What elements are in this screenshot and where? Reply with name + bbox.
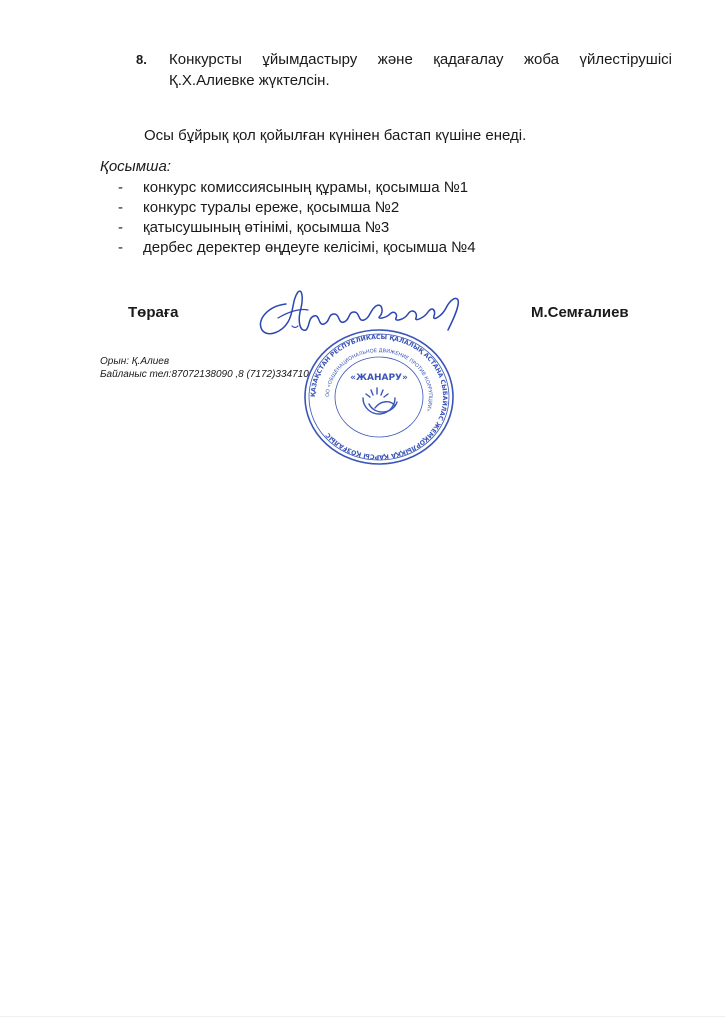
- item-text-line-2: Қ.Х.Алиевке жүктелсін.: [169, 72, 330, 89]
- executor-phone: Байланыс тел:87072138090 ,8 (7172)334710: [100, 369, 309, 380]
- order-item-8: [136, 49, 672, 91]
- annex-item: [118, 238, 476, 258]
- item-number: 8.: [136, 52, 147, 67]
- executor-info: [100, 355, 309, 381]
- item-text: [169, 49, 672, 91]
- annex-list: [118, 178, 476, 258]
- stamp-emblem-icon: [363, 388, 397, 414]
- organization-stamp-seal: [303, 328, 455, 466]
- list-dash: -: [118, 239, 123, 256]
- annex-item-text: конкурс комиссиясының құрамы, қосымша №1: [143, 179, 469, 196]
- stamp-outer-text: ҚАЗАҚСТАН РЕСПУБЛИКАСЫ ҚАЛАЛЫҚ АСТАНА СЫБАЙЛАС ЖЕМҚОРЛЫҚҚА ҚАРСЫ ҚОЗҒАЛЫС: [309, 333, 449, 461]
- page-bottom-edge: [0, 1016, 725, 1017]
- list-dash: -: [118, 219, 123, 236]
- item-text-line-1: Конкурсты ұйымдастыру және қадағалау жоба үйлестірушісі: [169, 51, 672, 68]
- annex-item: [118, 218, 476, 238]
- annex-item: [118, 198, 476, 218]
- effective-date-clause: Осы бұйрық қол қойылған күнінен бастап күшіне енеді.: [144, 127, 527, 144]
- executor-name: Орын: Қ.Алиев: [100, 356, 170, 367]
- annex-item-text: дербес деректер өңдеуге келісімі, қосымша №4: [143, 239, 476, 256]
- list-dash: -: [118, 179, 123, 196]
- annex-item: [118, 178, 476, 198]
- annex-item-text: қатысушының өтінімі, қосымша №3: [143, 219, 390, 236]
- annex-item-text: конкурс туралы ереже, қосымша №2: [143, 199, 400, 216]
- stamp-center-text: «ЖАНАРУ»: [350, 373, 408, 383]
- chairman-name: М.Семғалиев: [531, 304, 629, 321]
- annex-title: Қосымша:: [100, 158, 171, 175]
- stamp-inner-text: ОО «ОБЩЕНАЦИОНАЛЬНОЕ ДВИЖЕНИЕ ПРОТИВ КОРРУПЦИИ»: [324, 347, 434, 413]
- chairman-label: Төраға: [128, 304, 179, 321]
- list-dash: -: [118, 199, 123, 216]
